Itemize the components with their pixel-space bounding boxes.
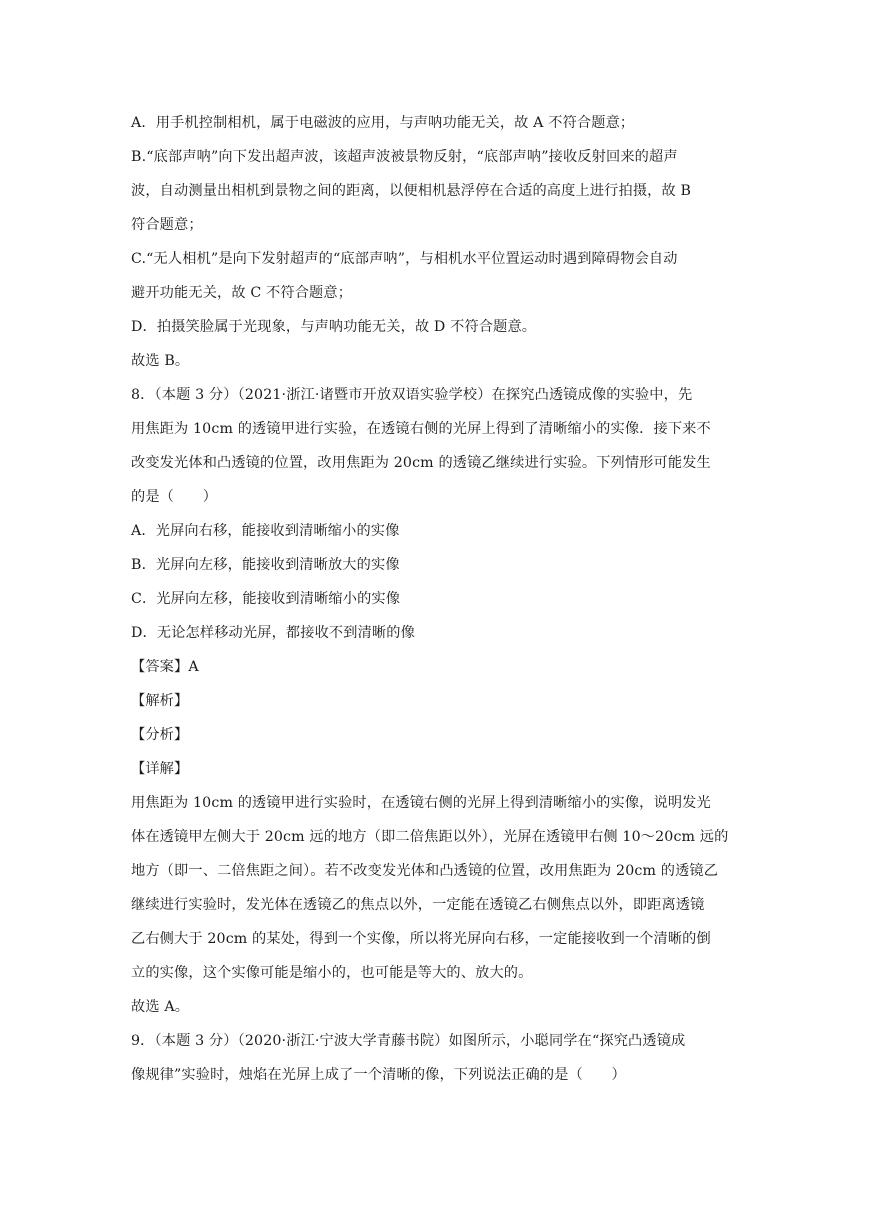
- text-line: 继续进行实验时，发光体在透镜乙的焦点以外，一定能在透镜乙右侧焦点以外，即距离透镜: [131, 897, 705, 913]
- option-c: C．光屏向左移，能接收到清晰缩小的实像: [131, 591, 401, 607]
- question-9-stem: 9．（本题 3 分）（2020·浙江·宁波大学青藤书院）如图所示，小聪同学在“探究凸透镜成: [131, 1033, 686, 1049]
- answer-label: 【答案】A: [131, 659, 199, 675]
- text-line: 故选 B。: [131, 353, 190, 369]
- text-line: 的是（ ）: [131, 489, 218, 505]
- text-line: 体在透镜甲左侧大于 20cm 远的地方（即二倍焦距以外），光屏在透镜甲右侧 10～20cm 远的: [131, 829, 729, 845]
- analysis-label: 【解析】: [131, 693, 189, 709]
- question-8-stem: 8．（本题 3 分）（2021·浙江·诸暨市开放双语实验学校）在探究凸透镜成像的实验中，先: [131, 387, 693, 403]
- text-line: C.“无人相机”是向下发射超声的“底部声呐”，与相机水平位置运动时遇到障碍物会自动: [131, 251, 678, 267]
- text-line: A．用手机控制相机，属于电磁波的应用，与声呐功能无关，故 A 不符合题意；: [131, 115, 635, 131]
- text-line: 立的实像，这个实像可能是缩小的，也可能是等大的、放大的。: [131, 965, 533, 981]
- text-line: D．拍摄笑脸属于光现象，与声呐功能无关，故 D 不符合题意。: [131, 319, 537, 335]
- text-line: B.“底部声呐”向下发出超声波，该超声波被景物反射，“底部声呐”接收反射回来的超声: [131, 149, 678, 165]
- text-line: 改变发光体和凸透镜的位置，改用焦距为 20cm 的透镜乙继续进行实验。下列情形可能发生: [131, 455, 711, 471]
- text-line: 故选 A。: [131, 999, 190, 1015]
- option-a: A．光屏向右移，能接收到清晰缩小的实像: [131, 523, 400, 539]
- text-line: 波，自动测量出相机到景物之间的距离，以便相机悬浮停在合适的高度上进行拍摄，故 B: [131, 183, 692, 199]
- document-page: [131, 106, 751, 1092]
- option-b: B．光屏向左移，能接收到清晰放大的实像: [131, 557, 400, 573]
- text-line: 乙右侧大于 20cm 的某处，得到一个实像，所以将光屏向右移，一定能接收到一个清晰的倒: [131, 931, 711, 947]
- breakdown-label: 【分析】: [131, 727, 189, 743]
- option-d: D．无论怎样移动光屏，都接收不到清晰的像: [131, 625, 415, 641]
- detail-label: 【详解】: [131, 761, 189, 777]
- text-line: 避开功能无关，故 C 不符合题意；: [131, 285, 353, 301]
- text-line: 像规律”实验时，烛焰在光屏上成了一个清晰的像，下列说法正确的是（ ）: [131, 1067, 626, 1083]
- text-line: 用焦距为 10cm 的透镜甲进行实验，在透镜右侧的光屏上得到了清晰缩小的实像．接下来不: [131, 421, 711, 437]
- text-line: 地方（即一、二倍焦距之间）。若不改变发光体和凸透镜的位置，改用焦距为 20cm 的透镜乙: [131, 863, 719, 879]
- text-line: 符合题意；: [131, 217, 203, 233]
- text-line: 用焦距为 10cm 的透镜甲进行实验时，在透镜右侧的光屏上得到清晰缩小的实像，说明发光: [131, 795, 711, 811]
